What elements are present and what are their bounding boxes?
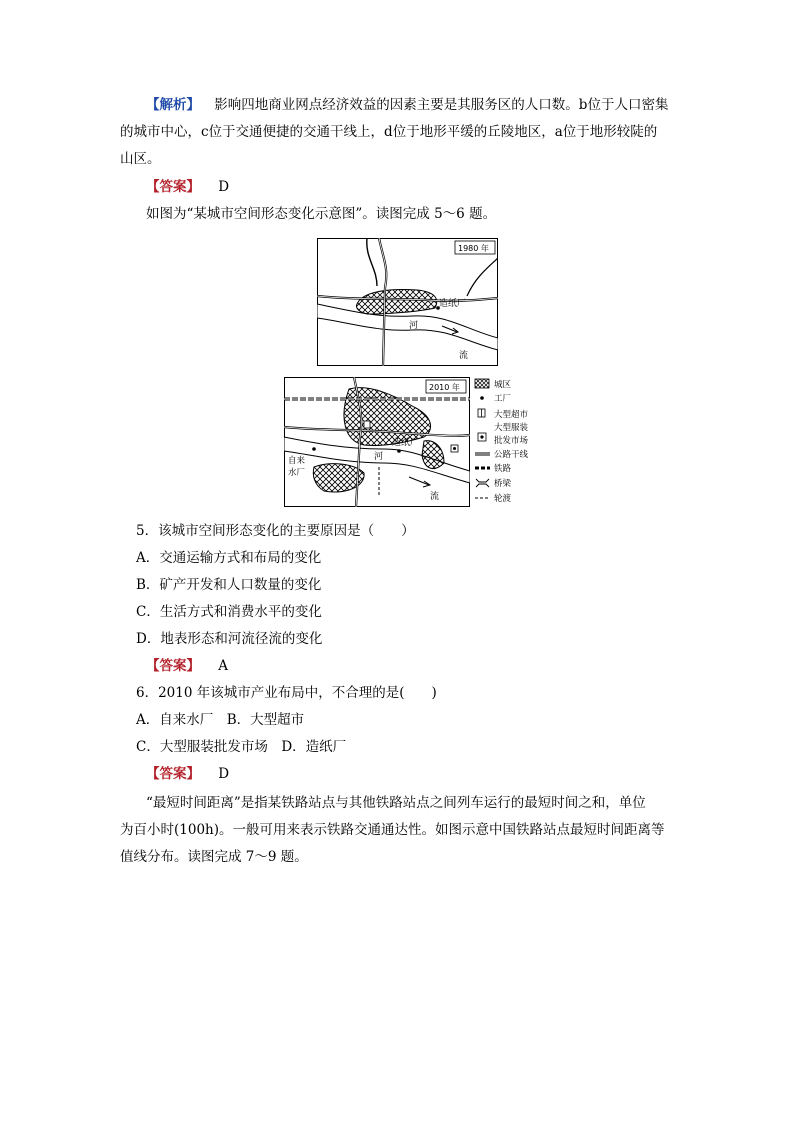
q5-option-a: A．交通运输方式和布局的变化: [136, 550, 322, 566]
q5-option-c: C．生活方式和消费水平的变化: [136, 604, 322, 620]
intro-5-6: 如图为“某城市空间形态变化示意图”。读图完成 5～6 题。: [146, 206, 497, 222]
map-1980-factory-label: 造纸厂: [439, 299, 467, 309]
map-1980: [317, 238, 498, 366]
answer-tag: 【答案】: [146, 179, 200, 195]
intro-7-9-line-3: 值线分布。读图完成 7～9 题。: [120, 849, 308, 865]
map-2010-year: 2010 年: [429, 383, 460, 392]
legend-ferry: 轮渡: [494, 494, 512, 504]
q5-stem: 5．该城市空间形态变化的主要原因是（ ）: [136, 523, 415, 539]
answer-tag: 【答案】: [146, 658, 200, 674]
answer-5: [146, 656, 228, 676]
answer-6-value: D: [218, 766, 230, 782]
legend-railway: 铁路: [494, 464, 512, 474]
map-2010-river-label-1: 河: [374, 452, 384, 462]
map-1980-river-label-2: 流: [459, 351, 469, 361]
q6-options-line-2: C．大型服装批发市场 D．造纸厂: [136, 739, 347, 755]
q6-options-line-1: A．自来水厂 B．大型超市: [136, 712, 305, 728]
legend-urban: 城区: [494, 380, 512, 390]
legend-bridge: 桥梁: [494, 479, 512, 489]
legend-highway: 公路干线: [494, 450, 529, 460]
answer-5-value: A: [218, 658, 229, 674]
map-2010-river-label-2: 流: [430, 492, 440, 502]
answer-4-value: D: [218, 179, 230, 195]
map-legend: [474, 377, 544, 509]
legend-urban-swatch: [475, 379, 489, 388]
legend-clothing-1: 大型服装: [494, 423, 529, 433]
legend-factory: 工厂: [494, 394, 512, 404]
legend-factory-symbol: [480, 396, 484, 400]
legend-bridge-symbol: [476, 479, 489, 487]
analysis-line-2: 的城市中心，c位于交通便捷的交通干线上，d位于地形平缓的丘陵地区，a位于地形较陡的: [120, 124, 658, 140]
analysis-line-3: 山区。: [120, 151, 161, 167]
map-2010-waterworks-label-2: 水厂: [288, 468, 306, 478]
answer-6: [146, 764, 229, 784]
legend-supermarket: 大型超市: [494, 410, 529, 420]
intro-7-9-line-1: “最短时间距离”是指某铁路站点与其他铁路站点之间列车运行的最短时间之和，单位: [146, 795, 646, 811]
map-1980-river-label-1: 河: [409, 321, 419, 331]
answer-4: [146, 177, 229, 197]
intro-7-9-line-2: 为百小时(100h)。一般可用来表示铁路交通通达性。如图示意中国铁路站点最短时间距离等: [120, 822, 665, 838]
analysis-text-1: 影响四地商业网点经济效益的因素主要是其服务区的人口数。b位于人口密集: [214, 97, 669, 113]
answer-tag: 【答案】: [146, 766, 200, 782]
map-2010-factory-label: 造纸厂: [392, 438, 420, 448]
map-1980-year: 1980 年: [458, 244, 489, 253]
map-2010-waterworks-label-1: 自来: [288, 456, 306, 466]
analysis-line-1: [146, 95, 668, 115]
legend-clothing-2: 批发市场: [494, 436, 529, 446]
q6-stem: 6．2010 年该城市产业布局中，不合理的是( ): [136, 685, 437, 701]
q5-option-d: D．地表形态和河流径流的变化: [136, 631, 323, 647]
map-2010: [284, 377, 470, 507]
q5-option-b: B．矿产开发和人口数量的变化: [136, 577, 322, 593]
analysis-tag: 【解析】: [146, 97, 200, 113]
